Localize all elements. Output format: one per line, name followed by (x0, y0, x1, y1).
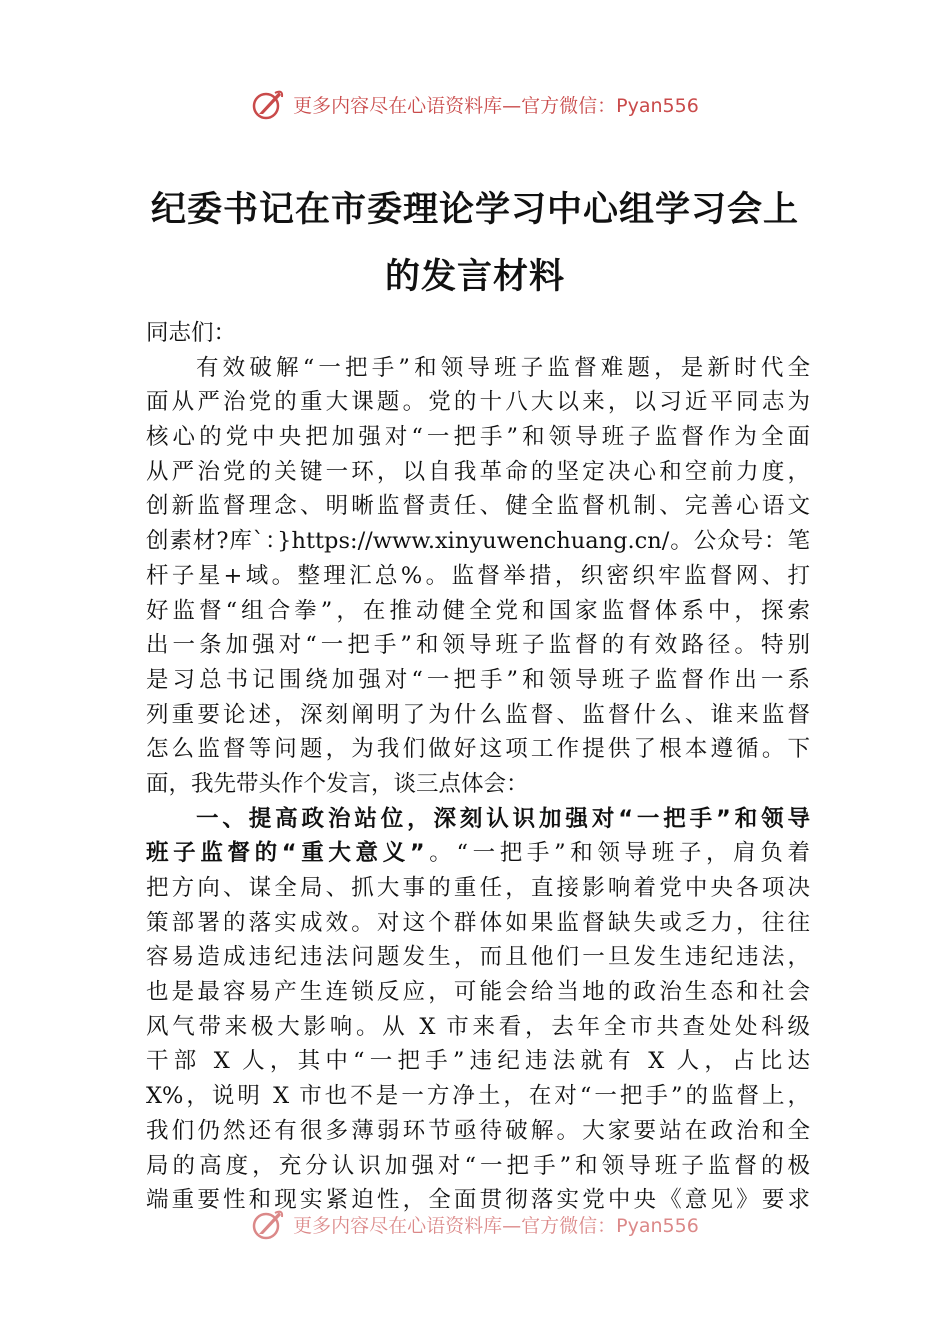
body-line: 怎么监督等问题，为我们做好这项工作提供了根本遵循。下 (146, 736, 810, 763)
footer-watermark (0, 1204, 950, 1244)
body-line: 出一条加强对“一把手”和领导班子监督的有效路径。特别 (146, 632, 810, 659)
body-line: 干部 X 人，其中“一把手”违纪违法就有 X 人，占比达 (146, 1048, 810, 1075)
body-line: 核心的党中央把加强对“一把手”和领导班子监督作为全面 (146, 424, 810, 451)
body-line (146, 836, 810, 871)
body-line: 也是最容易产生连锁反应，可能会给当地的政治生态和社会 (146, 979, 810, 1006)
body-line: 容易造成违纪违法问题发生，而且他们一旦发生违纪违法， (146, 944, 810, 971)
section-heading-line (146, 802, 810, 837)
body-line: X%，说明 X 市也不是一方净土，在对“一把手”的监督上， (146, 1083, 810, 1110)
document-body (146, 316, 810, 1218)
body-line: 创新监督理念、明晰监督责任、健全监督机制、完善心语文 (146, 493, 810, 520)
body-line: 我们仍然还有很多薄弱环节亟待破解。大家要站在政治和全 (146, 1117, 810, 1144)
body-line: 有效破解“一把手”和领导班子监督难题，是新时代全 (196, 354, 810, 381)
quill-logo-icon (251, 87, 285, 121)
quill-logo-icon (251, 1207, 285, 1241)
body-line: 杆子星+域。整理汇总%。监督举措，织密织牢监督网、打 (146, 562, 810, 589)
body-line: 创素材?库`：}https://www.xinyuwenchuang.cn/。公众号：笔 (146, 528, 810, 555)
document-title-line-2: 的发言材料 (384, 256, 565, 297)
body-line: 好监督“组合拳”，在推动健全党和国家监督体系中，探索 (146, 597, 810, 624)
body-line: 面，我先带头作个发言，谈三点体会： (146, 770, 529, 797)
body-line: 面从严治党的重大课题。党的十八大以来，以习近平同志为 (146, 389, 810, 416)
watermark-text: 更多内容尽在心语资料库—官方微信：Pyan556 (293, 1214, 699, 1237)
body-line: 局的高度，充分认识加强对“一把手”和领导班子监督的极 (146, 1152, 810, 1179)
body-line: 把方向、谋全局、抓大事的重任，直接影响着党中央各项决 (146, 875, 810, 901)
body-line: 策部署的落实成效。对这个群体如果监督缺失或乏力，往往 (146, 909, 810, 936)
body-line: 从严治党的关键一环，以自我革命的坚定决心和空前力度， (146, 458, 810, 485)
body-text: 。“一把手”和领导班子，肩负着 (424, 840, 810, 867)
watermark-text: 更多内容尽在心语资料库—官方微信：Pyan556 (293, 94, 699, 117)
body-line: 同志们： (146, 320, 237, 346)
body-line: 是习总书记围绕加强对“一把手”和领导班子监督作出一系 (146, 666, 810, 693)
body-line: 列重要论述，深刻阐明了为什么监督、监督什么、谁来监督 (146, 701, 810, 728)
document-title-line-1: 纪委书记在市委理论学习中心组学习会上 (150, 189, 799, 230)
body-line: 风气带来极大影响。从 X 市来看，去年全市共查处处科级 (146, 1013, 810, 1040)
section-heading-2: 班子监督的“重大意义” (146, 840, 425, 867)
header-watermark (0, 84, 950, 124)
body-line: 端重要性和现实紧迫性，全面贯彻落实党中央《意见》要求 (146, 1187, 810, 1214)
section-heading-1: 一、提高政治站位，深刻认识加强对“一把手”和领导 (196, 805, 810, 832)
